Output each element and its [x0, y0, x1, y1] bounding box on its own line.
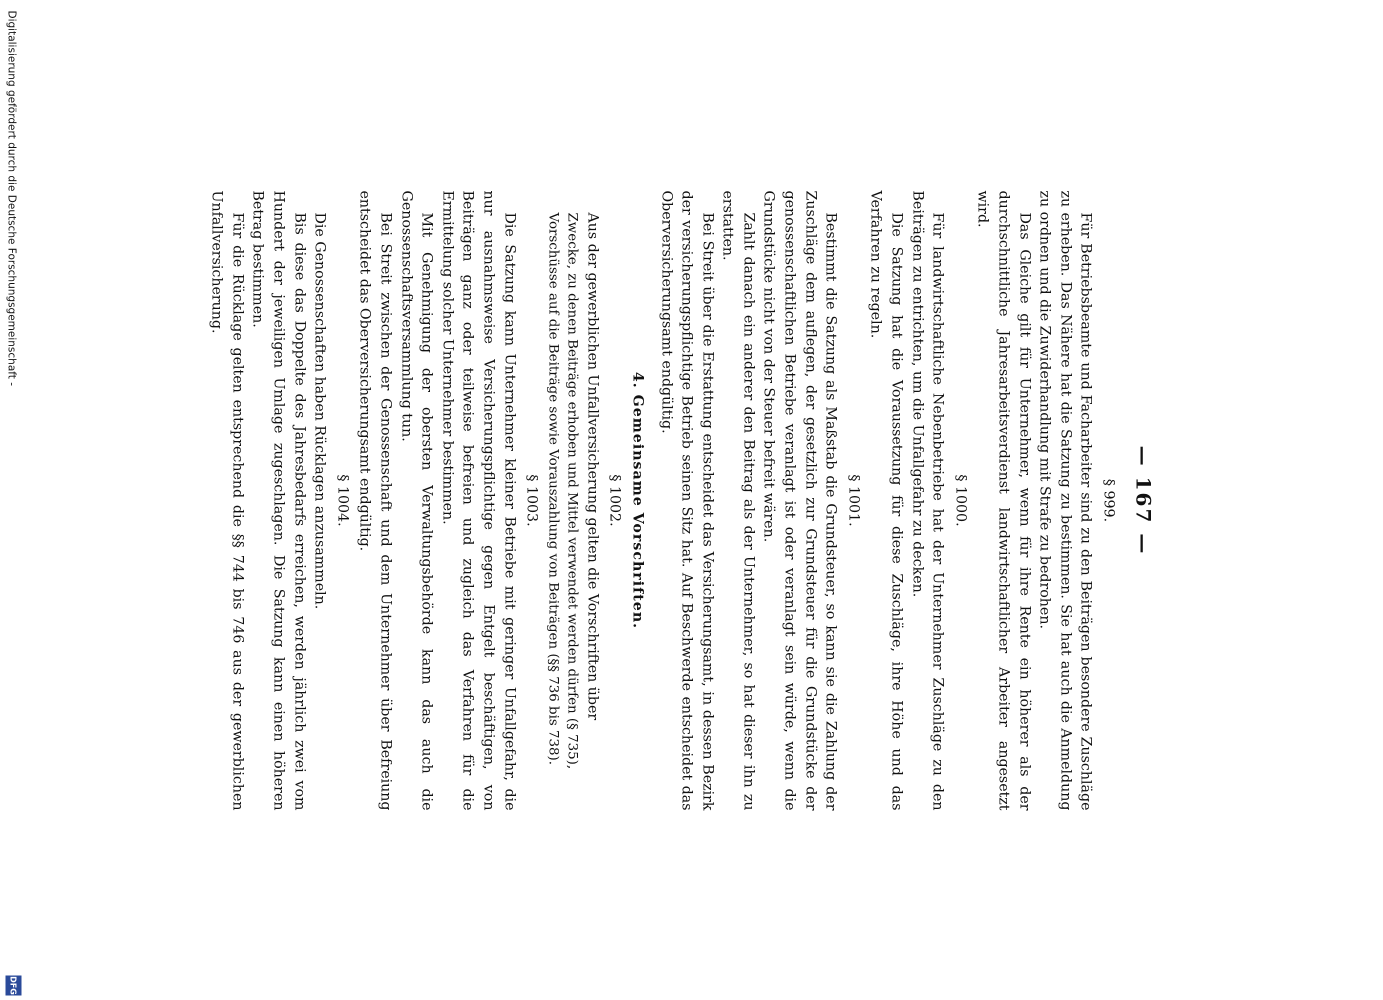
- section-999-paragraph-1: Für Betriebsbeamte und Facharbeiter sind zu den Beiträgen besondere Zuschläge zu erheben. Das Nähere hat die Satzung zu bestimmen. Sie hat auch die Anmeldung zu ordnen und die Zuwiderhandlung mit Strafe zu bedrohen.: [1036, 190, 1094, 810]
- section-1000-paragraph-1: Für landwirtschaftliche Nebenbetriebe hat der Unternehmer Zuschläge zu den Beiträgen zu entrichten, um die Unfallgefahr zu decken.: [908, 190, 946, 810]
- dfg-logo: DFG: [5, 975, 21, 995]
- section-1002-heading: § 1002.: [606, 473, 623, 527]
- section-1004-paragraph-1: Die Genossenschaften haben Rücklagen anzusammeln.: [311, 212, 328, 609]
- section-1003-paragraph-2: Mit Genehmigung der obersten Verwaltungsbehörde kann das auch die Genossenschaftsversammlung tun.: [397, 190, 435, 810]
- section-1002-item-2: Vorschüsse auf die Beiträge sowie Vorauszahlung von Beiträgen (§§ 736 bis 738).: [545, 212, 561, 765]
- section-1000-paragraph-2: Die Satzung hat die Voraussetzung für diese Zuschläge, ihre Höhe und das Verfahren zu regeln.: [867, 190, 905, 810]
- section-4-heading: 4. Gemeinsame Vorschriften.: [628, 371, 645, 629]
- section-1004-paragraph-3: Für die Rücklage gelten entsprechend die §§ 744 bis 746 aus der gewerblichen Unfallversicherung.: [208, 190, 245, 810]
- section-1001-paragraph-1: Bestimmt die Satzung als Maßstab die Grundsteuer, so kann sie die Zahlung der Zuschläge dem auflegen, der gesetzlich zur Grundsteuer für die Grundstücke der genossenschaftlichen Betriebe veranlagt ist oder veranlagt sein würde, wenn die Grundstücke nicht von der Steuer befreit wären.: [760, 190, 839, 810]
- section-999-heading: § 999.: [1100, 478, 1116, 522]
- section-1003-heading: § 1003.: [523, 473, 540, 527]
- section-1003-paragraph-3: Bei Streit zwischen der Genossenschaft und dem Unternehmer über Befreiung entscheidet das Oberversicherungsamt endgültig.: [356, 190, 393, 810]
- page-number: — 167 —: [1131, 445, 1155, 555]
- section-1004-heading: § 1004.: [333, 473, 350, 527]
- section-1001-paragraph-2: Zahlt danach ein anderer den Beitrag als der Unternehmer, so hat dieser ihn zu erstatten.: [719, 190, 756, 810]
- section-1002-intro: Aus der gewerblichen Unfallversicherung gelten die Vorschriften über: [583, 212, 600, 720]
- section-1001-paragraph-3: Bei Streit über die Erstattung entscheidet das Versicherungsamt, in dessen Bezirk der versicherungspflichtige Betrieb seinen Sitz hat. Auf Beschwerde entscheidet das Oberversicherungsamt endgültig.: [657, 190, 715, 810]
- section-1001-heading: § 1001.: [844, 473, 861, 527]
- section-1002-item-1: Zwecke, zu denen Beiträge erhoben und Mittel verwendet werden dürfen (§ 735),: [564, 212, 580, 769]
- digitization-credit: Digitalisierung gefördert durch die Deutsche Forschungsgemeinschaft -: [5, 10, 17, 386]
- section-1000-heading: § 1000.: [951, 473, 968, 527]
- section-1003-paragraph-1: Die Satzung kann Unternehmer kleiner Betriebe mit geringer Unfallgefahr, die nur ausnahmsweise Versicherungspflichtige gegen Entgelt beschäftigen, von Beiträgen ganz oder teilweise befreien und zugleich das Verfahren für die Ermittelung solcher Unternehmer bestimmen.: [438, 190, 517, 810]
- section-1004-paragraph-2: Bis diese das Doppelte des Jahresbedarfs erreichen, werden jährlich zwei vom Hundert der jeweiligen Umlage zugeschlagen. Die Satzung kann einen höheren Betrag bestimmen.: [249, 190, 307, 810]
- page-content: [206, 190, 1120, 810]
- section-999-paragraph-2: Das Gleiche gilt für Unternehmer, wenn für ihre Rente ein höherer als der durchschnittliche Jahresarbeitsverdienst landwirtschaftlicher Arbeiter angesetzt wird.: [974, 190, 1032, 810]
